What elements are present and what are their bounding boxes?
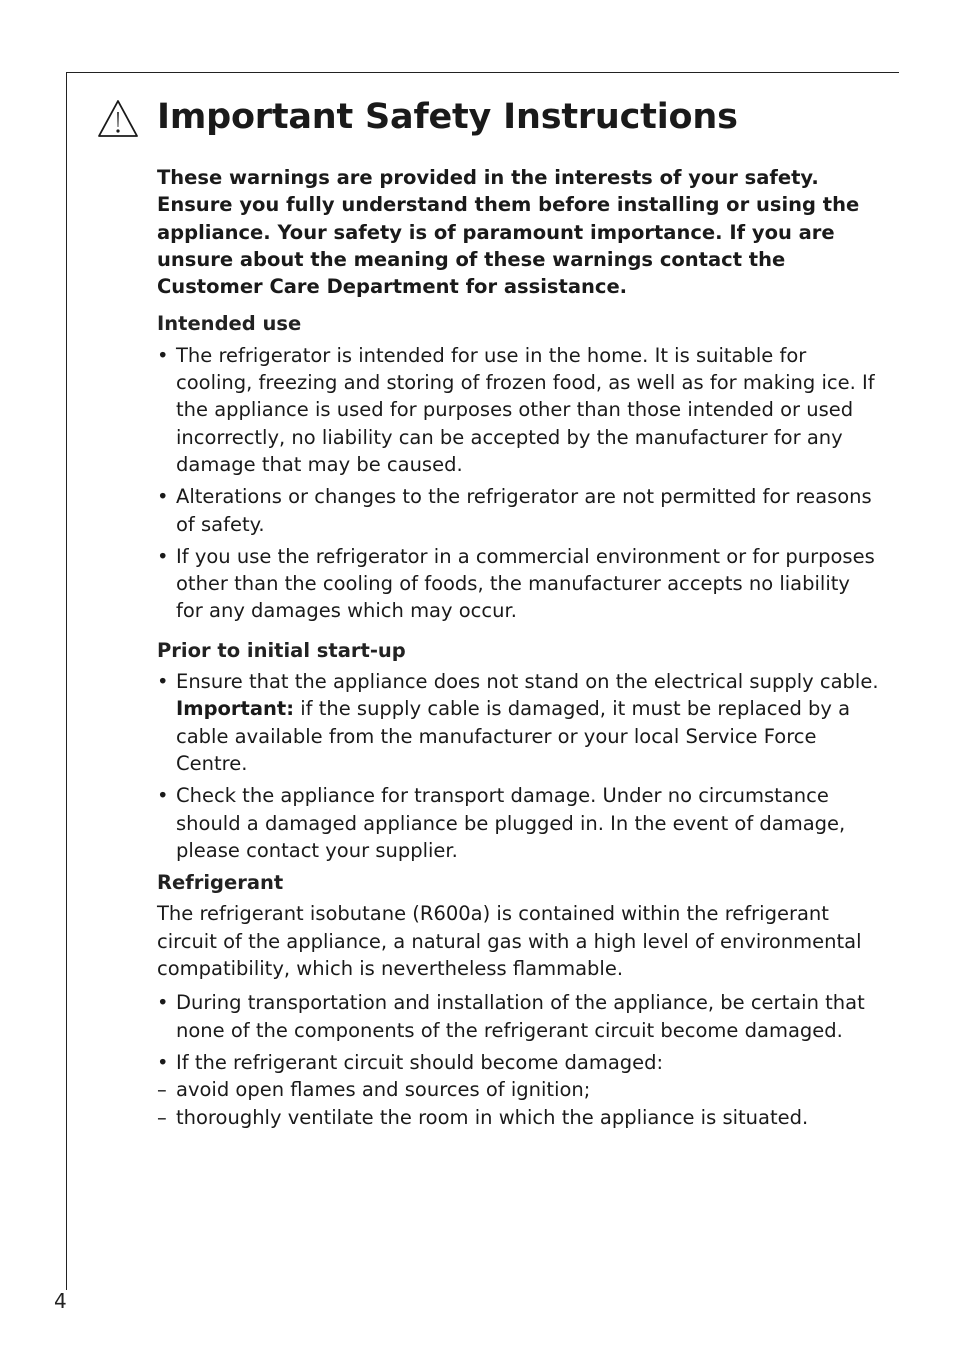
refrigerant-paragraph: The refrigerant isobutane (R600a) is contained within the refrigerant circuit of the appliance, a natural gas with a high level of environmental compatibility, which is nevertheless flammable. <box>157 902 862 981</box>
list-item: • During transportation and installation of the appliance, be certain that none of the components of the refrigerant circuit become damaged. <box>157 989 882 1044</box>
intro-paragraph: These warnings are provided in the interests of your safety. Ensure you fully understand them before installing or using the appliance. Your safety is of paramount importance. If you are unsure about the meaning of these warnings contact the Customer Care Department for assistance. <box>157 166 860 299</box>
list-item: • Check the appliance for transport damage. Under no circumstance should a damaged appliance be plugged in. In the event of damage, please contact your supplier. <box>157 782 882 864</box>
page-number: 4 <box>54 1289 67 1313</box>
refrigerant-list <box>157 989 882 1076</box>
list-item: • If the refrigerant circuit should become damaged: <box>157 1049 882 1076</box>
title-row <box>96 94 738 140</box>
list-item: • Alterations or changes to the refrigerator are not permitted for reasons of safety. <box>157 483 882 538</box>
item-text: if the supply cable is damaged, it must be replaced by a cable available from the manufacturer or your local Service Force Centre. <box>176 697 851 775</box>
list-item <box>157 668 882 777</box>
list-item: • The refrigerator is intended for use in the home. It is suitable for cooling, freezing and storing of frozen food, as well as for making ice. If the appliance is used for purposes other than those intended or used incorrectly, no liability can be accepted by the manufacturer for any damage that may be caused. <box>157 342 882 478</box>
important-label: Important: <box>176 697 295 721</box>
prior-startup-list <box>157 668 882 864</box>
item-text: Ensure that the appliance does not stand on the electrical supply cable. <box>176 670 879 694</box>
intended-use-list <box>157 342 882 625</box>
section-heading-prior-startup: Prior to initial start-up <box>157 638 406 662</box>
page-frame-top-rule <box>66 72 899 73</box>
section-heading-intended-use: Intended use <box>157 312 302 336</box>
warning-triangle-icon <box>96 98 140 140</box>
section-heading-refrigerant: Refrigerant <box>157 871 284 895</box>
dash-item: – thoroughly ventilate the room in which the appliance is situated. <box>157 1104 882 1131</box>
dash-item: – avoid open flames and sources of ignition; <box>157 1076 882 1103</box>
page-title: Important Safety Instructions <box>157 97 738 137</box>
page-frame-left-rule <box>66 72 67 1290</box>
list-item: • If you use the refrigerator in a commercial environment or for purposes other than the cooling of foods, the manufacturer accepts no liability for any damages which may occur. <box>157 543 882 625</box>
document-body <box>157 164 882 1131</box>
